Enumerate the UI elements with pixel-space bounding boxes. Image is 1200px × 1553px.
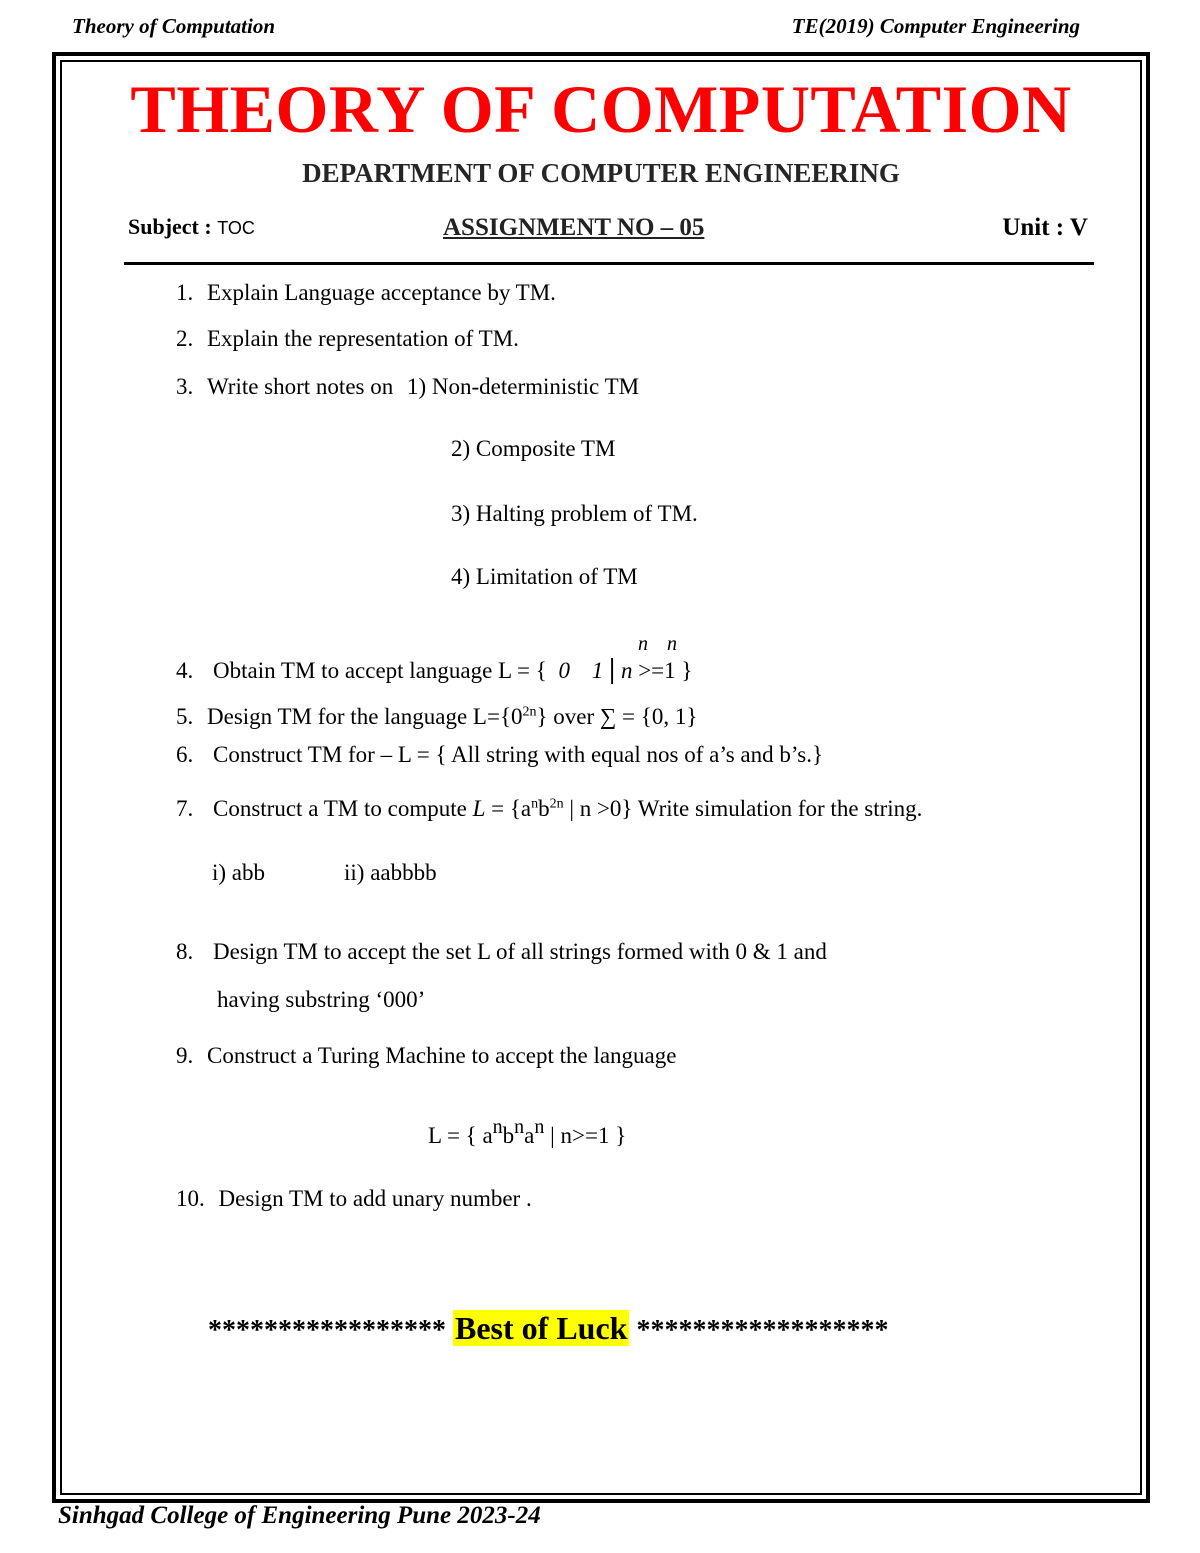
symbol-zero: 0	[558, 658, 571, 683]
exponent-n: n	[667, 633, 677, 655]
question-number: 4.	[176, 658, 194, 683]
q4-exponents	[638, 634, 677, 654]
exponent-n: n	[514, 1116, 525, 1138]
header-class-name: TE(2019) Computer Engineering	[791, 14, 1080, 38]
language-start: L = { a	[428, 1123, 493, 1148]
question-text: Write short notes on	[207, 374, 394, 399]
footer-college: Sinhgad College of Engineering Pune 2023-24	[58, 1502, 541, 1529]
language-end: | n>=1 }	[544, 1123, 627, 1148]
symbol-one: 1	[591, 658, 604, 683]
question-number: 5.	[176, 704, 194, 729]
exponent-n: n	[492, 1116, 503, 1138]
subject-field	[128, 214, 255, 240]
question-text: Design TM to add unary number .	[218, 1186, 532, 1211]
such-that-bar: |	[609, 654, 616, 685]
question-number: 8.	[176, 939, 194, 964]
question-text: Construct TM for – L = { All string with equal nos of a’s and b’s.}	[213, 742, 824, 767]
assignment-number: ASSIGNMENT NO – 05	[443, 214, 705, 241]
question-number: 9.	[176, 1043, 194, 1068]
question-tail: | n >0} Write simulation for the string.	[563, 796, 923, 821]
condition-var: n	[620, 658, 633, 683]
question-10	[176, 1187, 532, 1210]
note-item-1: 1) Non-deterministic TM	[407, 374, 640, 399]
condition: >=1 }	[638, 658, 693, 683]
question-5	[176, 705, 697, 728]
simulation-string-2: ii) aabbbb	[344, 860, 437, 885]
question-2	[176, 327, 519, 350]
question-4	[176, 656, 692, 684]
header-divider	[124, 262, 1094, 265]
subject-value: TOC	[217, 218, 255, 238]
exponent-n: n	[531, 796, 539, 812]
question-number: 2.	[176, 326, 194, 351]
question-number: 3.	[176, 374, 194, 399]
question-text: Construct a Turing Machine to accept the language	[207, 1043, 677, 1068]
question-tail: } over ∑ = {0, 1}	[536, 704, 698, 729]
question-text: Obtain TM to accept language L = {	[213, 658, 547, 683]
subject-label: Subject :	[128, 214, 212, 239]
question-text: Explain the representation of TM.	[207, 326, 519, 351]
question-text: Design TM for the language L={0	[207, 704, 523, 729]
language-expression	[428, 1116, 627, 1148]
question-text: Design TM to accept the set L of all strings formed with 0 & 1 and	[213, 939, 827, 964]
question-1	[176, 281, 556, 304]
symbol-b: b	[502, 1123, 515, 1148]
page-border-inner	[60, 60, 1142, 1495]
unit-label: Unit : V	[1002, 214, 1088, 241]
language-symbol: L	[472, 796, 486, 821]
question-number: 10.	[176, 1186, 205, 1211]
question-9	[176, 1044, 676, 1067]
note-item-3: 3) Halting problem of TM.	[451, 501, 698, 526]
exponent-2n: 2n	[522, 704, 537, 720]
symbol-a: a	[524, 1123, 535, 1148]
page-title: THEORY OF COMPUTATION	[130, 71, 1072, 147]
symbol-b: b	[538, 796, 550, 821]
question-8	[176, 940, 827, 963]
stars-left: *****************	[208, 1315, 446, 1346]
question-number: 7.	[176, 796, 194, 821]
question-3	[176, 375, 639, 398]
exponent-2n: 2n	[549, 796, 564, 812]
question-8-continuation: having substring ‘000’	[217, 987, 426, 1012]
question-text: Explain Language acceptance by TM.	[207, 280, 556, 305]
closing-message	[208, 1310, 888, 1347]
exponent-n: n	[534, 1116, 545, 1138]
note-item-4: 4) Limitation of TM	[451, 564, 638, 589]
set-open: = {a	[485, 796, 532, 821]
question-7	[176, 797, 922, 820]
question-text: Construct a TM to compute	[213, 796, 467, 821]
exponent-n: n	[638, 633, 648, 655]
stars-right: ******************	[636, 1315, 889, 1346]
header-course-title: Theory of Computation	[72, 14, 276, 38]
note-item-2: 2) Composite TM	[451, 436, 616, 461]
department-heading: DEPARTMENT OF COMPUTER ENGINEERING	[302, 158, 900, 188]
question-number: 1.	[176, 280, 194, 305]
best-of-luck-highlight: Best of Luck	[455, 1310, 628, 1346]
question-number: 6.	[176, 742, 194, 767]
question-6	[176, 743, 823, 766]
simulation-string-1: i) abb	[212, 860, 266, 885]
